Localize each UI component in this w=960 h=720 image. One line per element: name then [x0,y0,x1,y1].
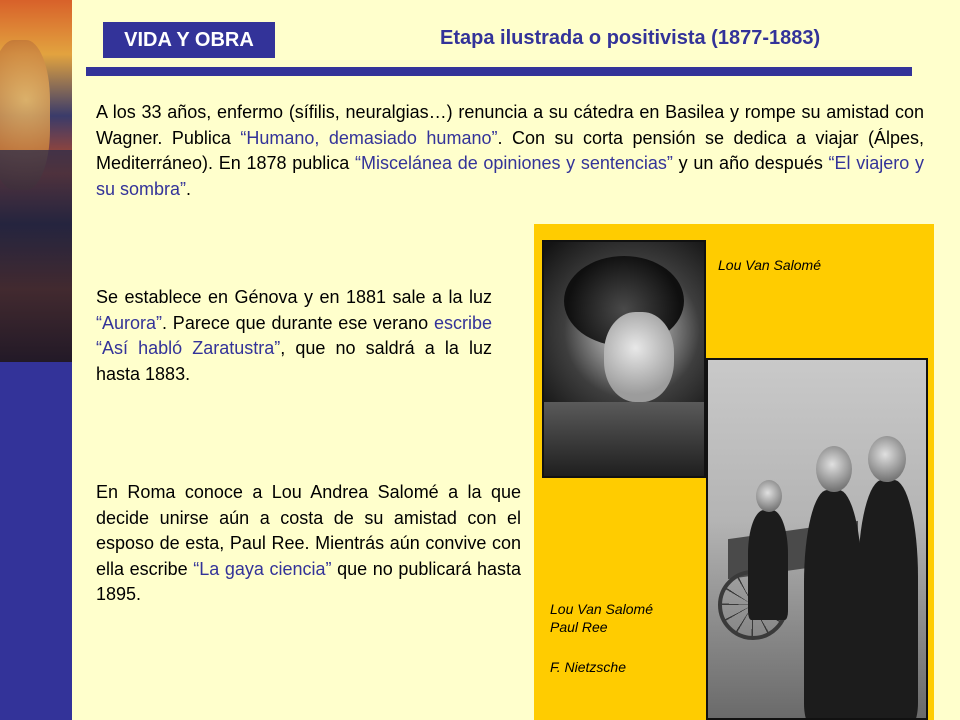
paragraph-text: A los 33 años, enfermo (sífilis, neuralgias…) renuncia a su cátedra en Basilea y rompe su amistad con Wagner. Publica [96,102,924,148]
section-tag: VIDA Y OBRA [103,22,275,58]
paragraph-text: En Roma conoce a Lou Andrea Salomé a la que decide unirse aún a costa de su amistad con el esposo de esta, Paul Ree. Mientrás aún convive con ella escribe [96,482,521,579]
paragraph-text: y un año después [672,153,829,174]
page-title: Etapa ilustrada o positivista (1877-1883) [440,27,821,49]
photo-figure-middle [804,490,862,720]
photo-figure-left [748,510,788,620]
caption-name-nietzsche: F. Nietzsche [550,659,626,675]
paragraph-text: . [186,178,192,199]
caption-name-salome: Lou Van Salomé [550,601,653,617]
photo-head-left [756,480,782,512]
paragraph-text: . Parece que durante ese verano [162,312,434,333]
photo-head-right [868,436,906,482]
portrait-fur [544,402,704,478]
paragraph-text: Se establece en Génova y en 1881 sale a la luz [96,287,492,307]
paragraph-text: . Con su corta pensión se dedica a viajar (Álpes, Mediterráneo). En 1878 publica [96,127,924,174]
photo-caption-bottom [550,600,653,636]
portrait-face [604,312,674,402]
photo-caption-top: Lou Van Salomé [718,257,821,273]
paragraph-basilea [96,100,924,202]
book-title: “Humano, demasiado humano” [240,127,498,148]
header-divider [86,67,912,76]
book-title: “Miscelánea de opiniones y sentencias” [354,153,673,174]
painting-coat [0,150,72,362]
paragraph-genova [96,285,492,387]
book-title: “La gaya ciencia” [193,558,332,579]
portrait-photo [542,240,706,478]
paragraph-roma [96,480,521,608]
side-painting-image [0,0,72,362]
paragraph-text: que no publicará hasta 1895. [96,558,522,605]
photo-figure-right [858,480,918,720]
caption-name-ree: Paul Ree [550,619,608,635]
book-title: “Aurora” [96,312,163,333]
book-title: escribe “Así habló Zaratustra” [96,312,492,359]
photo-panel [534,224,934,720]
group-photo [706,358,928,720]
book-title: “El viajero y su sombra” [96,153,924,199]
paragraph-text: , que no saldrá a la luz hasta 1883. [96,338,492,384]
photo-head-middle [816,446,852,492]
